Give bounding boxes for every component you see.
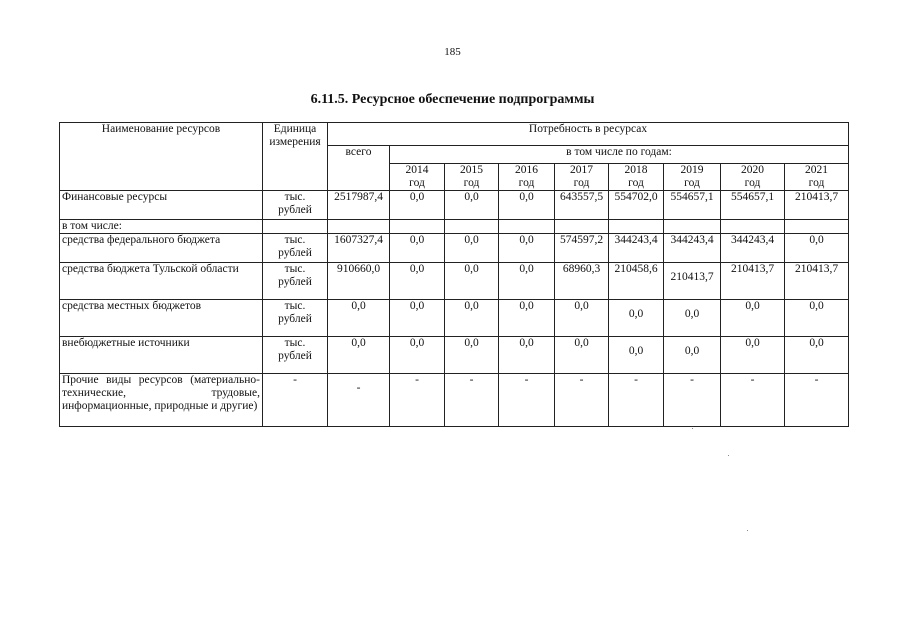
- header-year-value: 2019: [680, 164, 704, 176]
- row-value-2015: -: [445, 374, 499, 427]
- header-unit-line1: Единица: [273, 123, 317, 135]
- row-value-2016: 0,0: [499, 191, 555, 220]
- row-value-2014: 0,0: [390, 191, 445, 220]
- row-unit: [263, 300, 328, 337]
- row-value-2017: 643557,5: [555, 191, 609, 220]
- row-total: 1607327,4: [328, 234, 390, 263]
- empty-cell: [263, 220, 328, 234]
- row-value-2020: 0,0: [721, 337, 785, 374]
- table-row: [60, 220, 849, 234]
- header-total: всего: [328, 146, 390, 191]
- empty-cell: [499, 220, 555, 234]
- scan-speck: [747, 530, 748, 531]
- empty-cell: [664, 220, 721, 234]
- row-value-2015: 0,0: [445, 337, 499, 374]
- unit-line2: рублей: [278, 276, 312, 288]
- row-total: 2517987,4: [328, 191, 390, 220]
- header-year-value: 2020: [741, 164, 764, 176]
- row-value-2020: 0,0: [721, 300, 785, 337]
- header-year-suffix: год: [463, 177, 480, 189]
- empty-cell: [785, 220, 849, 234]
- row-value-2019: 0,0: [664, 300, 721, 337]
- row-value-2020: 344243,4: [721, 234, 785, 263]
- page-number: 185: [444, 46, 461, 58]
- header-year-suffix: год: [573, 177, 590, 189]
- unit-line2: рублей: [278, 313, 312, 325]
- row-value-2019: 344243,4: [664, 234, 721, 263]
- row-value-2018: 554702,0: [609, 191, 664, 220]
- row-value-2018: 0,0: [609, 300, 664, 337]
- row-unit: [263, 263, 328, 300]
- row-value-2016: 0,0: [499, 263, 555, 300]
- row-value-2016: 0,0: [499, 234, 555, 263]
- row-unit: [263, 191, 328, 220]
- row-value-2021: 0,0: [785, 337, 849, 374]
- header-year-suffix: год: [808, 177, 825, 189]
- header-year: [664, 164, 721, 191]
- empty-cell: [390, 220, 445, 234]
- row-value-2016: -: [499, 374, 555, 427]
- row-value-2019: -: [664, 374, 721, 427]
- row-unit: -: [263, 374, 328, 427]
- header-year-value: 2016: [515, 164, 538, 176]
- header-year-value: 2018: [624, 164, 648, 176]
- row-value-2019: 0,0: [664, 337, 721, 374]
- header-year-suffix: год: [409, 177, 425, 189]
- header-year-suffix: год: [628, 177, 644, 189]
- row-value-2015: 0,0: [445, 234, 499, 263]
- header-resource-need: Потребность в ресурсах: [328, 123, 849, 146]
- table-body: [60, 191, 849, 427]
- empty-cell: [328, 220, 390, 234]
- row-value-2018: -: [609, 374, 664, 427]
- row-value-2021: 210413,7: [785, 191, 849, 220]
- empty-cell: [721, 220, 785, 234]
- unit-line1: тыс.: [284, 300, 306, 312]
- row-value-2019: 554657,1: [664, 191, 721, 220]
- row-value-2020: -: [721, 374, 785, 427]
- row-value-2018: 0,0: [609, 337, 664, 374]
- row-total: 910660,0: [328, 263, 390, 300]
- unit-line2: рублей: [278, 350, 312, 362]
- header-year: [390, 164, 445, 191]
- row-value-2019: 210413,7: [664, 263, 721, 300]
- header-unit-line2: измерения: [269, 136, 321, 148]
- empty-cell: [445, 220, 499, 234]
- header-unit: [263, 123, 328, 191]
- row-name: Финансовые ресурсы: [60, 191, 263, 220]
- unit-line2: рублей: [278, 204, 312, 216]
- table-row: [60, 234, 849, 263]
- row-value-2021: 0,0: [785, 300, 849, 337]
- empty-cell: [609, 220, 664, 234]
- header-year-value: 2017: [570, 164, 593, 176]
- unit-line1: тыс.: [284, 234, 306, 246]
- header-year: [445, 164, 499, 191]
- row-value-2014: -: [390, 374, 445, 427]
- row-name: в том числе:: [60, 220, 263, 234]
- unit-line1: тыс.: [284, 263, 306, 275]
- header-year: [609, 164, 664, 191]
- row-value-2014: 0,0: [390, 234, 445, 263]
- header-year-value: 2015: [460, 164, 483, 176]
- header-year: [499, 164, 555, 191]
- header-by-years: в том числе по годам:: [390, 146, 849, 164]
- row-value-2014: 0,0: [390, 263, 445, 300]
- row-value-2017: -: [555, 374, 609, 427]
- scan-speck: [692, 428, 693, 429]
- row-value-2016: 0,0: [499, 300, 555, 337]
- row-value-2020: 554657,1: [721, 191, 785, 220]
- row-total: 0,0: [328, 300, 390, 337]
- row-value-2021: 210413,7: [785, 263, 849, 300]
- row-total: -: [328, 374, 390, 427]
- unit-line1: тыс.: [284, 191, 306, 203]
- header-year: [721, 164, 785, 191]
- table-header: [60, 123, 849, 191]
- unit-line1: тыс.: [284, 337, 306, 349]
- header-year-value: 2014: [405, 164, 429, 176]
- resource-table: [59, 122, 849, 427]
- row-value-2018: 344243,4: [609, 234, 664, 263]
- header-year-value: 2021: [805, 164, 829, 176]
- row-value-2017: 0,0: [555, 337, 609, 374]
- row-value-2018: 210458,6: [609, 263, 664, 300]
- table-row: [60, 374, 849, 427]
- table-row: [60, 300, 849, 337]
- row-total: 0,0: [328, 337, 390, 374]
- row-value-2015: 0,0: [445, 191, 499, 220]
- empty-cell: [555, 220, 609, 234]
- row-unit: [263, 337, 328, 374]
- scan-speck: [728, 455, 729, 456]
- table-row: [60, 191, 849, 220]
- row-value-2017: 68960,3: [555, 263, 609, 300]
- row-value-2020: 210413,7: [721, 263, 785, 300]
- header-year-suffix: год: [684, 177, 700, 189]
- row-value-2016: 0,0: [499, 337, 555, 374]
- row-value-2014: 0,0: [390, 300, 445, 337]
- row-name: внебюджетные источники: [60, 337, 263, 374]
- row-value-2014: 0,0: [390, 337, 445, 374]
- header-year: [785, 164, 849, 191]
- header-year-suffix: год: [744, 177, 761, 189]
- row-name: средства бюджета Тульской области: [60, 263, 263, 300]
- table-row: [60, 263, 849, 300]
- row-name: средства местных бюджетов: [60, 300, 263, 337]
- row-value-2015: 0,0: [445, 300, 499, 337]
- unit-line2: рублей: [278, 247, 312, 259]
- section-title: 6.11.5. Ресурсное обеспечение подпрограммы: [310, 92, 595, 107]
- header-year: [555, 164, 609, 191]
- row-name: средства федерального бюджета: [60, 234, 263, 263]
- row-value-2015: 0,0: [445, 263, 499, 300]
- header-year-suffix: год: [518, 177, 535, 189]
- row-name: Прочие виды ресурсов (материально-технические, трудовые, информационные, природные и другие): [60, 374, 263, 427]
- row-value-2017: 0,0: [555, 300, 609, 337]
- row-value-2021: 0,0: [785, 234, 849, 263]
- row-value-2021: -: [785, 374, 849, 427]
- table-row: [60, 337, 849, 374]
- header-resource-name: Наименование ресурсов: [60, 123, 263, 191]
- row-value-2017: 574597,2: [555, 234, 609, 263]
- row-unit: [263, 234, 328, 263]
